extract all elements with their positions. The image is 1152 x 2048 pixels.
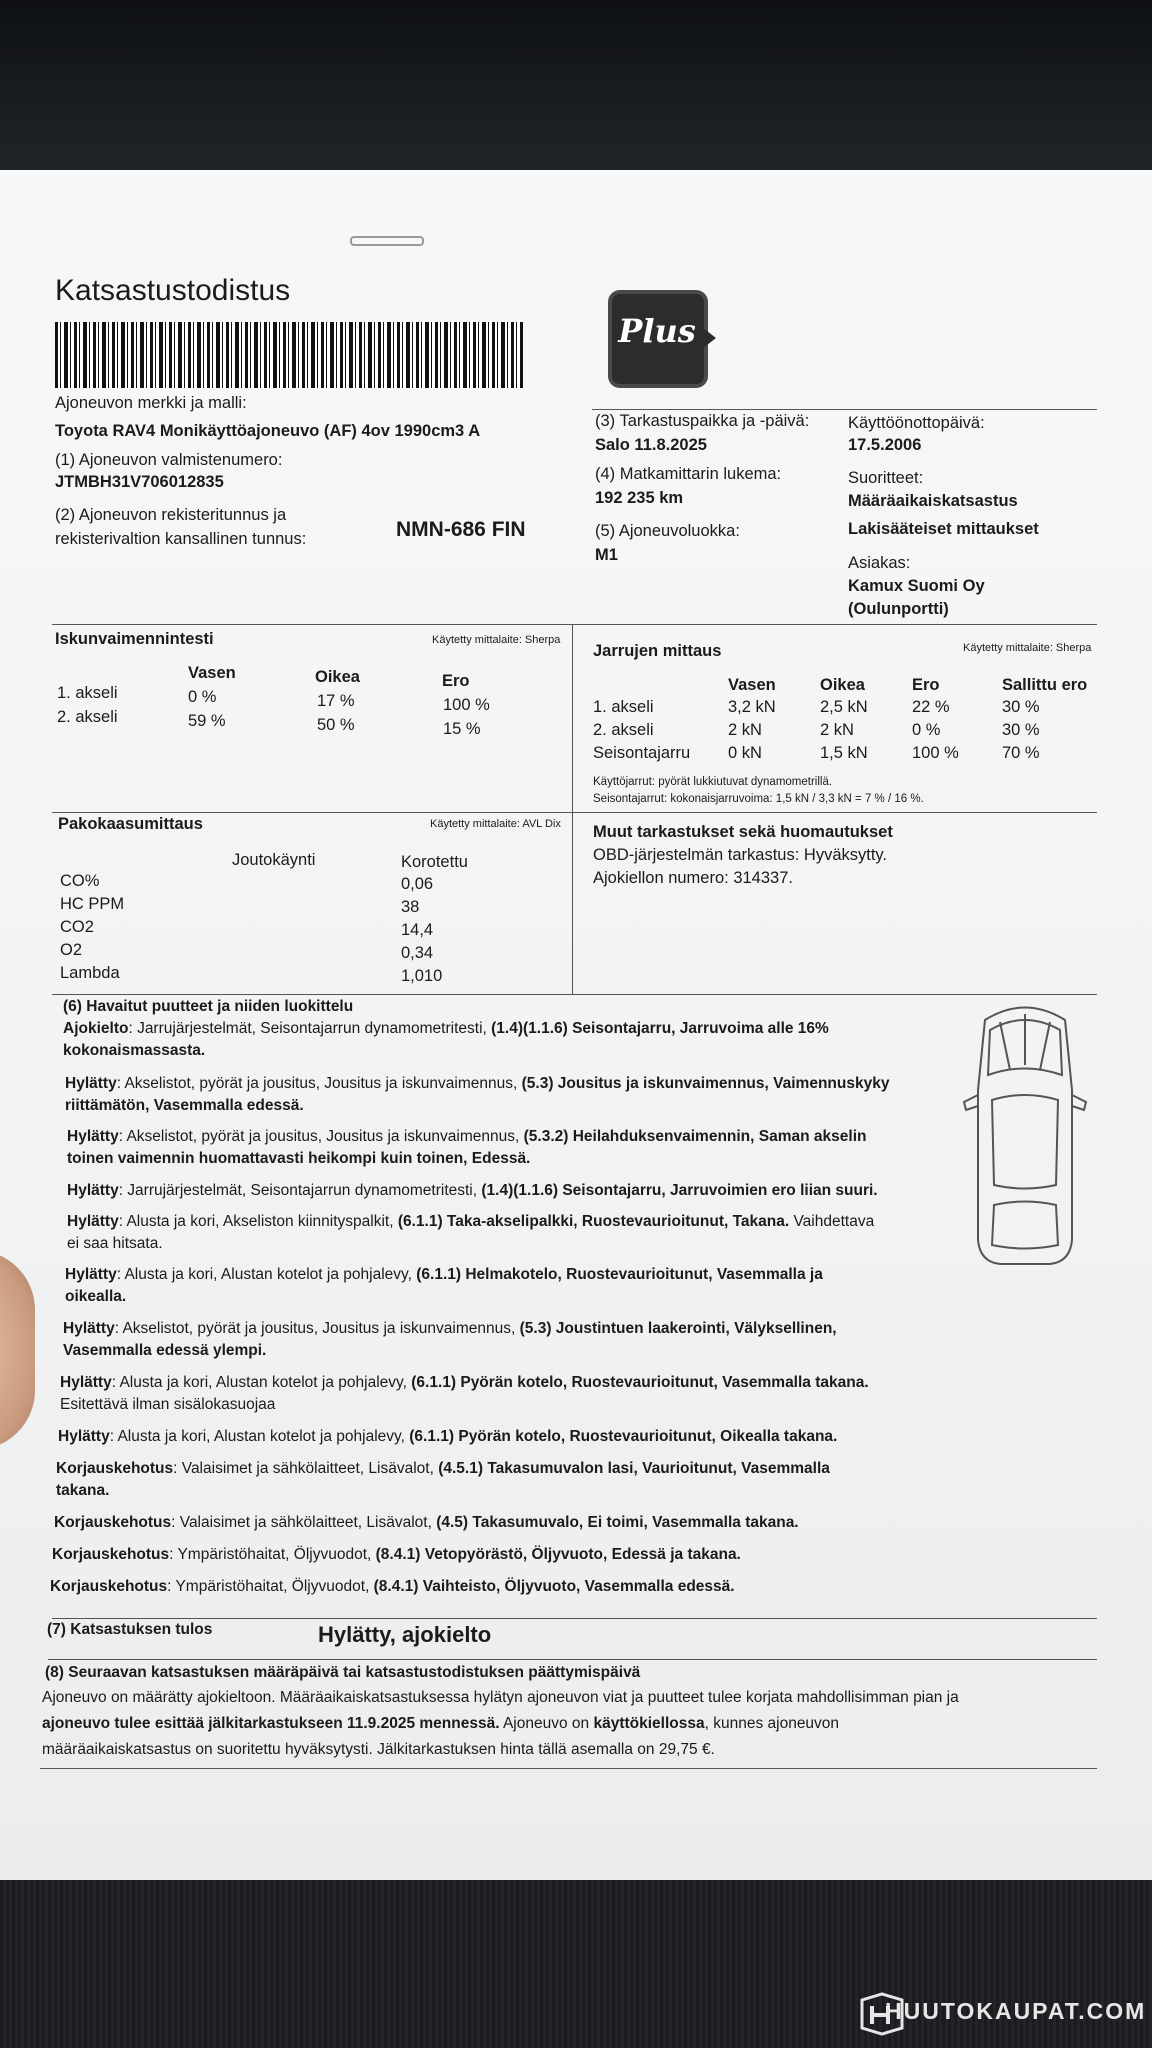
performed-item-1: Määräaikaiskatsastus [848, 492, 1018, 510]
defect-item [52, 1546, 741, 1564]
next-inspection-line-2 [42, 1715, 839, 1733]
barcode [55, 322, 523, 388]
result-divider-top [52, 1618, 1097, 1619]
defect-class: Hylätty [65, 1266, 117, 1283]
brake-row-2-diff: 0 % [912, 721, 941, 739]
defect-code: (5.3) Joustintuen laakerointi, Välyksellinen, [519, 1320, 837, 1337]
exhaust-row-o2-label: O2 [60, 941, 83, 959]
punch-hole [350, 236, 424, 246]
defect-continuation: riittämätön, Vasemmalla edessä. [65, 1097, 304, 1114]
defect-code: (5.3.2) Heilahduksenvaimennin, Saman akselin [523, 1128, 867, 1145]
defect-item [63, 1020, 829, 1038]
defect-class: Ajokielto [63, 1020, 129, 1037]
brake-row-1-diff: 22 % [912, 698, 950, 716]
defect-category: : Alusta ja kori, Alustan kotelot ja pohjalevy, [109, 1428, 410, 1445]
brake-row-1-allowed: 30 % [1002, 698, 1040, 716]
brake-row-2-label: 2. akseli [593, 721, 654, 739]
odometer-value: 192 235 km [595, 489, 684, 507]
vehicle-class-label: (5) Ajoneuvoluokka: [595, 522, 740, 540]
brake-row-2-left: 2 kN [728, 721, 762, 739]
defect-class: Hylätty [67, 1182, 119, 1199]
defect-item [60, 1374, 869, 1392]
next-inspection-line-3: määräaikaiskatsastus on suoritettu hyväksytysti. Jälkitarkastuksen hinta tällä asemalla on 29,75 €. [42, 1741, 715, 1758]
defect-class: Hylätty [67, 1128, 119, 1145]
next-inspection-line-1: Ajoneuvo on määrätty ajokieltoon. Määräaikaiskatsastuksessa hylätyn ajoneuvon viat ja puutteet tulee korjata mahdollisimman pian ja [42, 1689, 959, 1706]
registration-number: NMN-686 FIN [396, 518, 526, 541]
odometer-label: (4) Matkamittarin lukema: [595, 465, 782, 483]
defect-continuation: oikealla. [65, 1288, 127, 1305]
shock-row-2-label: 2. akseli [57, 708, 118, 726]
exhaust-title: Pakokaasumittaus [58, 815, 203, 833]
make-model-value: Toyota RAV4 Monikäyttöajoneuvo (AF) 4ov 1990cm3 A [55, 422, 481, 440]
exhaust-header-raised: Korotettu [401, 853, 468, 871]
performed-label: Suoritteet: [848, 469, 924, 487]
defect-class: Korjauskehotus [56, 1460, 174, 1477]
vehicle-class-value: M1 [595, 546, 618, 564]
section-divider-vertical [572, 624, 573, 994]
exhaust-row-o2-value: 0,34 [401, 944, 434, 962]
result-divider-bottom [48, 1659, 1097, 1660]
defect-code: (8.4.1) Vaihteisto, Öljyvuoto, Vasemmalla edessä. [373, 1578, 735, 1595]
defect-note: Vaihdettava [789, 1213, 875, 1230]
brake-row-3-diff: 100 % [912, 744, 959, 762]
result-value: Hylätty, ajokielto [318, 1622, 492, 1647]
section-divider-bottom [52, 994, 1097, 995]
brake-note-1: Käyttöjarrut: pyörät lukkiutuvat dynamometrillä. [593, 776, 833, 788]
defect-category: : Akselistot, pyörät ja jousitus, Jousitus ja iskunvaimennus, [114, 1320, 520, 1337]
defect-code: (4.5.1) Takasumuvalon lasi, Vaurioitunut, Vasemmalla [438, 1460, 830, 1477]
defect-category: : Alusta ja kori, Akseliston kiinnityspalkit, [118, 1213, 398, 1230]
defect-category: : Ympäristöhaitat, Öljyvuodot, [169, 1546, 376, 1563]
brake-header-right: Oikea [820, 676, 865, 694]
brake-row-3-allowed: 70 % [1002, 744, 1040, 762]
defect-category: : Ympäristöhaitat, Öljyvuodot, [167, 1578, 374, 1595]
defect-item [56, 1460, 830, 1478]
defect-item [58, 1428, 837, 1446]
shock-header-right: Oikea [315, 668, 360, 686]
defect-category: : Jarrujärjestelmät, Seisontajarrun dynamometritesti, [128, 1020, 492, 1037]
other-checks-title: Muut tarkastukset sekä huomautukset [593, 823, 893, 841]
defect-continuation: ei saa hitsata. [67, 1235, 163, 1252]
defect-class: Hylätty [65, 1075, 117, 1092]
shock-header-diff: Ero [442, 672, 470, 690]
defects-title: (6) Havaitut puutteet ja niiden luokittelu [63, 998, 354, 1015]
defect-category: : Alusta ja kori, Alustan kotelot ja pohjalevy, [116, 1266, 417, 1283]
defect-class: Hylätty [67, 1213, 119, 1230]
next-inspection-divider [40, 1768, 1097, 1769]
defect-item [65, 1266, 823, 1284]
defect-continuation: toinen vaimennin huomattavasti heikompi kuin toinen, Edessä. [67, 1150, 531, 1167]
defect-continuation: Esitettävä ilman sisälokasuojaa [60, 1396, 276, 1413]
shock-header-left: Vasen [188, 664, 236, 682]
other-checks-line-2: Ajokiellon numero: 314337. [593, 869, 793, 887]
exhaust-row-lambda-label: Lambda [60, 964, 120, 982]
defect-class: Hylätty [63, 1320, 115, 1337]
intro-date-value: 17.5.2006 [848, 436, 922, 454]
header-divider [592, 409, 1097, 410]
place-label: (3) Tarkastuspaikka ja -päivä: [595, 412, 810, 430]
exhaust-row-hc-value: 38 [401, 898, 420, 916]
next-line-2-end: , kunnes ajoneuvon [704, 1715, 840, 1732]
place-value: Salo 11.8.2025 [595, 436, 707, 454]
intro-date-label: Käyttöönottopäivä: [848, 414, 985, 432]
reinspection-deadline: ajoneuvo tulee esittää jälkitarkastukseen 11.9.2025 mennessä. [42, 1715, 500, 1732]
reg-label-1: (2) Ajoneuvon rekisteritunnus ja [55, 506, 287, 524]
brake-header-allowed: Sallittu ero [1002, 676, 1088, 694]
exhaust-row-co2-label: CO2 [60, 918, 94, 936]
defect-code: (6.1.1) Pyörän kotelo, Ruostevaurioitunut, Oikealla takana. [409, 1428, 838, 1445]
defect-continuation: Vasemmalla edessä ylempi. [63, 1342, 267, 1359]
defect-category: : Akselistot, pyörät ja jousitus, Jousitus ja iskunvaimennus, [116, 1075, 522, 1092]
defect-code: (1.4)(1.1.6) Seisontajarru, Jarruvoimien ero liian suuri. [481, 1182, 878, 1199]
section-divider-middle [52, 812, 1097, 813]
brake-row-1-left: 3,2 kN [728, 698, 776, 716]
defect-class: Korjauskehotus [52, 1546, 170, 1563]
defect-category: : Alusta ja kori, Alustan kotelot ja pohjalevy, [111, 1374, 412, 1391]
defect-item [67, 1128, 866, 1146]
brake-row-1-label: 1. akseli [593, 698, 654, 716]
brake-test-title: Jarrujen mittaus [593, 642, 722, 660]
defect-code: (5.3) Jousitus ja iskunvaimennus, Vaimennuskyky [521, 1075, 890, 1092]
brake-note-2: Seisontajarrut: kokonaisjarruvoima: 1,5 kN / 3,3 kN = 7 % / 16 %. [593, 793, 924, 805]
defect-item [50, 1578, 735, 1596]
defect-item [54, 1514, 799, 1532]
shock-row-2-left: 59 % [188, 712, 226, 730]
other-checks-line-1: OBD-järjestelmän tarkastus: Hyväksytty. [593, 846, 888, 864]
next-inspection-title: (8) Seuraavan katsastuksen määräpäivä tai katsastustodistuksen päättymispäivä [45, 1664, 641, 1681]
defect-category: : Jarrujärjestelmät, Seisontajarrun dynamometritesti, [118, 1182, 482, 1199]
brake-row-2-right: 2 kN [820, 721, 854, 739]
shock-row-2-right: 50 % [317, 716, 355, 734]
reg-label-2: rekisterivaltion kansallinen tunnus: [55, 530, 307, 548]
defect-continuation: takana. [56, 1482, 110, 1499]
brake-header-diff: Ero [912, 676, 940, 694]
brake-row-3-left: 0 kN [728, 744, 762, 762]
performed-item-2: Lakisääteiset mittaukset [848, 520, 1039, 538]
defect-continuation: kokonaismassasta. [63, 1042, 206, 1059]
defect-code: (6.1.1) Helmakotelo, Ruostevaurioitunut, Vasemmalla ja [416, 1266, 823, 1283]
defect-class: Korjauskehotus [50, 1578, 168, 1595]
shock-test-title: Iskunvaimennintesti [55, 630, 214, 648]
car-diagram-icon [960, 1000, 1090, 1270]
exhaust-header-idle: Joutokäynti [232, 851, 316, 869]
logo-text: Plus [618, 312, 696, 350]
brake-row-1-right: 2,5 kN [820, 698, 868, 716]
defect-category: : Valaisimet ja sähkölaitteet, Lisävalot, [173, 1460, 439, 1477]
section-divider-top [52, 624, 1097, 625]
brake-device: Käytetty mittalaite: Sherpa [963, 642, 1092, 654]
exhaust-row-co-label: CO% [60, 872, 100, 890]
defect-code: (1.4)(1.1.6) Seisontajarru, Jarruvoima alle 16% [491, 1020, 829, 1037]
defect-class: Hylätty [60, 1374, 112, 1391]
shock-row-1-left: 0 % [188, 688, 217, 706]
customer-location: (Oulunportti) [848, 600, 949, 618]
brake-row-3-label: Seisontajarru [593, 744, 691, 762]
defect-item [67, 1182, 878, 1200]
exhaust-row-hc-label: HC PPM [60, 895, 125, 913]
shock-row-2-diff: 15 % [443, 720, 481, 738]
defect-code: (8.4.1) Vetopyörästö, Öljyvuoto, Edessä ja takana. [375, 1546, 741, 1563]
defect-item [65, 1075, 889, 1093]
exhaust-row-co2-value: 14,4 [401, 921, 434, 939]
exhaust-row-co-value: 0,06 [401, 875, 434, 893]
vin-label: (1) Ajoneuvon valmistenumero: [55, 451, 283, 469]
defect-code: (6.1.1) Pyörän kotelo, Ruostevaurioitunut, Vasemmalla takana. [411, 1374, 869, 1391]
defect-category: : Valaisimet ja sähkölaitteet, Lisävalot, [171, 1514, 437, 1531]
defect-class: Hylätty [58, 1428, 110, 1445]
customer-name: Kamux Suomi Oy [848, 577, 985, 595]
vin-value: JTMBH31V706012835 [55, 473, 224, 491]
shock-row-1-diff: 100 % [443, 696, 490, 714]
document-title: Katsastustodistus [55, 274, 291, 307]
defect-class: Korjauskehotus [54, 1514, 172, 1531]
shock-row-1-label: 1. akseli [57, 684, 118, 702]
next-line-2-mid: Ajoneuvo on [499, 1715, 594, 1732]
customer-label: Asiakas: [848, 554, 911, 572]
brake-row-2-allowed: 30 % [1002, 721, 1040, 739]
make-model-label: Ajoneuvon merkki ja malli: [55, 394, 247, 412]
shock-device: Käytetty mittalaite: Sherpa [432, 634, 561, 646]
exhaust-row-lambda-value: 1,010 [401, 967, 443, 985]
brake-row-3-right: 1,5 kN [820, 744, 868, 762]
shock-row-1-right: 17 % [317, 692, 355, 710]
result-label: (7) Katsastuksen tulos [47, 1621, 213, 1638]
defect-item [63, 1320, 837, 1338]
watermark-text: HUUTOKAUPAT.COM [885, 1998, 1147, 2024]
defect-code: (6.1.1) Taka-akselipalkki, Ruostevaurioitunut, Takana. [397, 1213, 790, 1230]
exhaust-device: Käytetty mittalaite: AVL Dix [430, 818, 561, 830]
defect-item [67, 1213, 874, 1231]
brake-header-left: Vasen [728, 676, 776, 694]
defect-code: (4.5) Takasumuvalo, Ei toimi, Vasemmalla takana. [436, 1514, 799, 1531]
usage-ban-text: käyttökiellossa [593, 1715, 705, 1732]
defect-category: : Akselistot, pyörät ja jousitus, Jousitus ja iskunvaimennus, [118, 1128, 524, 1145]
